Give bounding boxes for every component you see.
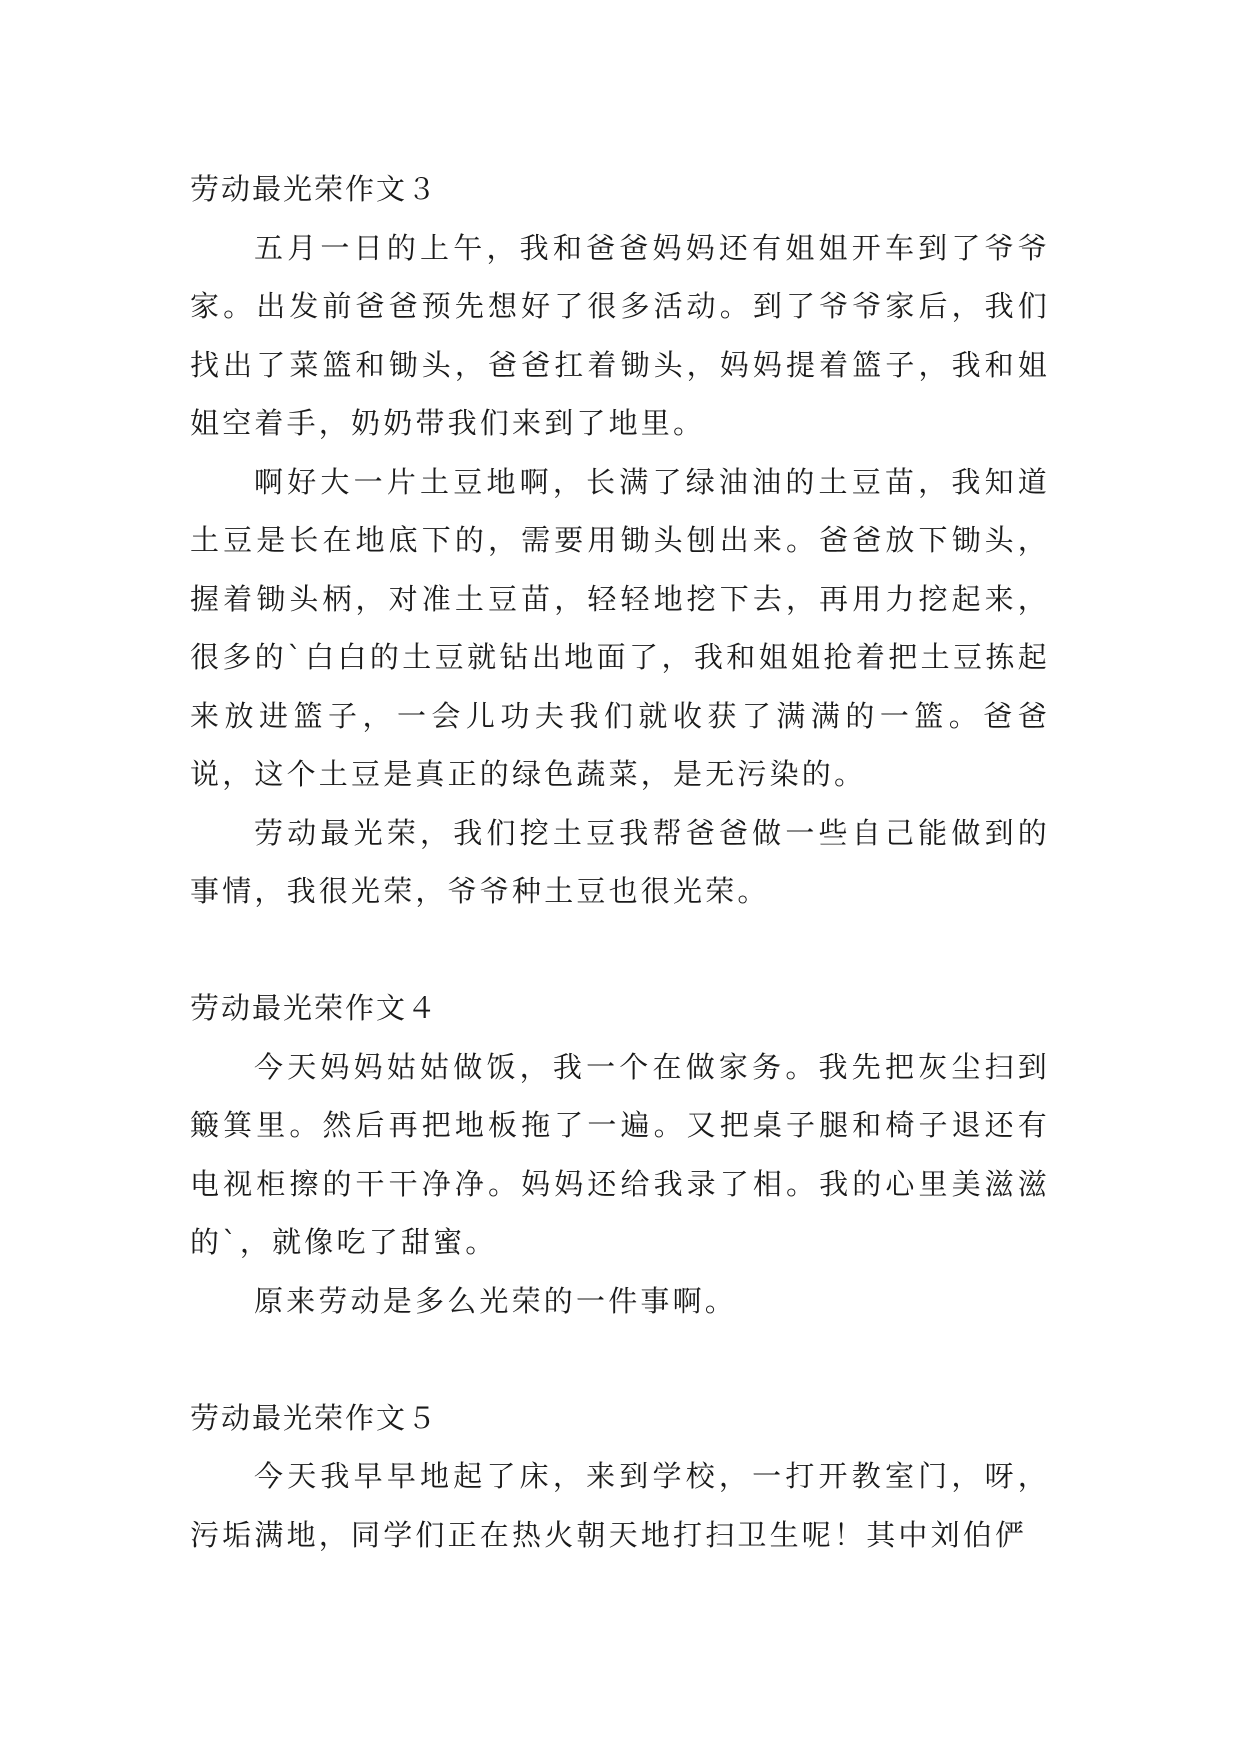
paragraph: 今天我早早地起了床，来到学校，一打开教室门，呀，污垢满地，同学们正在热火朝天地打扫卫生呢！其中刘伯俨 bbox=[190, 1459, 1050, 1552]
section-title: 劳动最光荣作文３ bbox=[190, 172, 439, 206]
section-title: 劳动最光荣作文５ bbox=[190, 1400, 439, 1435]
essay-section-4 bbox=[190, 979, 1050, 1330]
document-body bbox=[190, 160, 1050, 1564]
essay-section-5 bbox=[190, 1389, 1050, 1565]
paragraph: 今天妈妈姑姑做饭，我一个在做家务。我先把灰尘扫到簸箕里。然后再把地板拖了一遍。又把桌子腿和椅子退还有电视柜擦的干干净净。妈妈还给我录了相。我的心里美滋滋的`，就像吃了甜蜜。 bbox=[190, 1049, 1050, 1259]
essay-section-3 bbox=[190, 160, 1050, 921]
paragraph: 原来劳动是多么光荣的一件事啊。 bbox=[254, 1283, 738, 1318]
section-spacer bbox=[190, 1330, 1050, 1389]
paragraph: 啊好大一片土豆地啊，长满了绿油油的土豆苗，我知道土豆是长在地底下的，需要用锄头刨出来。爸爸放下锄头，握着锄头柄，对准土豆苗，轻轻地挖下去，再用力挖起来，很多的`白白的土豆就钻出地面了，我和姐姐抢着把土豆拣起来放进篮子，一会儿功夫我们就收获了满满的一篮。爸爸说，这个土豆是真正的绿色蔬菜，是无污染的。 bbox=[190, 464, 1050, 791]
paragraph: 劳动最光荣，我们挖土豆我帮爸爸做一些自己能做到的事情，我很光荣，爷爷种土豆也很光荣。 bbox=[190, 815, 1050, 908]
section-title: 劳动最光荣作文４ bbox=[190, 991, 439, 1025]
section-spacer bbox=[190, 921, 1050, 980]
paragraph: 五月一日的上午，我和爸爸妈妈还有姐姐开车到了爷爷家。出发前爸爸预先想好了很多活动。到了爷爷家后，我们找出了菜篮和锄头，爸爸扛着锄头，妈妈提着篮子，我和姐姐空着手，奶奶带我们来到了地里。 bbox=[190, 230, 1050, 440]
